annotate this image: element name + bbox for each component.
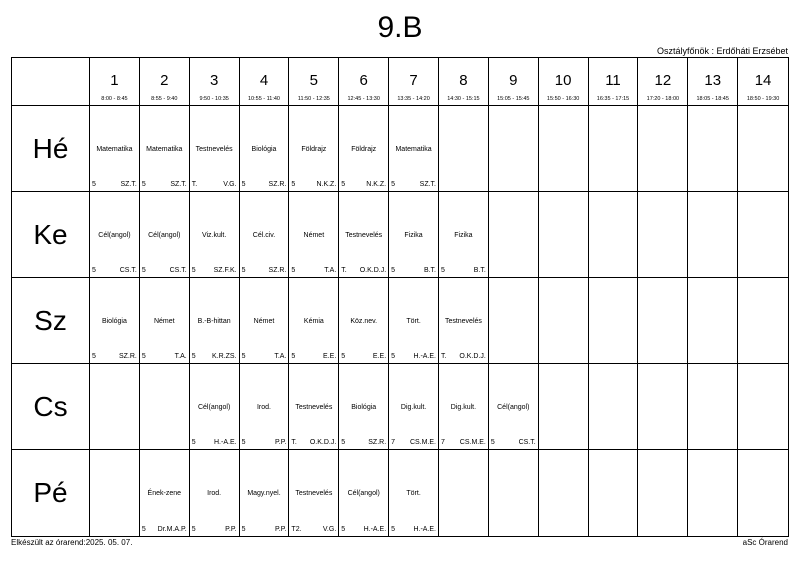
period-time: 18:05 - 18:45 bbox=[696, 96, 729, 102]
lesson-teacher: O.K.D.J. bbox=[359, 267, 387, 274]
period-time: 15:05 - 15:45 bbox=[497, 96, 530, 102]
period-header bbox=[389, 58, 439, 106]
lesson-teacher: P.P. bbox=[225, 526, 237, 533]
empty-cell bbox=[589, 106, 639, 192]
period-number: 5 bbox=[309, 72, 319, 89]
empty-cell bbox=[638, 450, 688, 536]
lesson-room: T. bbox=[291, 439, 297, 446]
lesson-room: 5 bbox=[92, 181, 96, 188]
lesson-room: 5 bbox=[341, 181, 346, 188]
lesson-cell bbox=[289, 106, 339, 192]
empty-cell bbox=[539, 450, 589, 536]
empty-cell bbox=[140, 364, 190, 450]
period-header bbox=[190, 58, 240, 106]
lesson-cell bbox=[289, 192, 339, 278]
lesson-subject: Biológia bbox=[251, 146, 277, 153]
empty-cell bbox=[738, 192, 788, 278]
lesson-teacher: SZ.R. bbox=[268, 181, 287, 188]
lesson-cell bbox=[240, 450, 290, 536]
lesson-subject: Dig.kult. bbox=[400, 404, 427, 411]
period-number: 6 bbox=[359, 72, 368, 89]
lesson-room: 5 bbox=[341, 526, 346, 533]
lesson-subject: Testnevelés bbox=[444, 318, 482, 325]
lesson-teacher: T.A. bbox=[174, 353, 187, 360]
empty-cell bbox=[638, 106, 688, 192]
lesson-teacher: SZ.R. bbox=[368, 439, 387, 446]
lesson-subject: Köz.nev. bbox=[350, 318, 378, 325]
empty-cell bbox=[589, 278, 639, 364]
period-number: 12 bbox=[654, 72, 672, 89]
lesson-room: 5 bbox=[391, 181, 396, 188]
lesson-subject: Német bbox=[303, 232, 325, 239]
empty-cell bbox=[539, 278, 589, 364]
empty-cell bbox=[539, 364, 589, 450]
lesson-room: 5 bbox=[490, 439, 495, 446]
lesson-subject: Cél(angol) bbox=[347, 490, 380, 497]
period-number: 14 bbox=[754, 72, 772, 89]
lesson-teacher: SZ.T. bbox=[120, 181, 137, 188]
lesson-teacher: P.P. bbox=[274, 439, 287, 446]
lesson-room: 5 bbox=[191, 267, 196, 274]
empty-cell bbox=[688, 106, 738, 192]
lesson-cell bbox=[140, 106, 190, 192]
lesson-subject: Kémia bbox=[303, 318, 324, 325]
lesson-room: 5 bbox=[141, 526, 146, 533]
lesson-teacher: E.E. bbox=[323, 353, 337, 360]
period-time: 14:30 - 15:15 bbox=[447, 96, 480, 102]
lesson-cell bbox=[289, 450, 339, 536]
lesson-room: 5 bbox=[291, 267, 296, 274]
lesson-room: 5 bbox=[191, 353, 196, 360]
lesson-subject: Fizika bbox=[404, 232, 423, 239]
lesson-cell bbox=[190, 106, 240, 192]
day-header bbox=[12, 364, 90, 450]
period-header bbox=[90, 58, 140, 106]
lesson-room: 5 bbox=[141, 181, 146, 188]
lesson-cell bbox=[240, 364, 290, 450]
lesson-cell bbox=[439, 192, 489, 278]
lesson-subject: Cél(angol) bbox=[497, 404, 530, 411]
lesson-subject: Tört. bbox=[406, 318, 421, 325]
lesson-subject: Irod. bbox=[207, 490, 222, 497]
empty-cell bbox=[589, 364, 639, 450]
period-header bbox=[489, 58, 539, 106]
software-credit: aSc Órarend bbox=[742, 538, 788, 547]
lesson-cell bbox=[190, 364, 240, 450]
day-header bbox=[12, 106, 90, 192]
lesson-cell bbox=[240, 192, 290, 278]
lesson-room: 5 bbox=[92, 353, 96, 360]
lesson-teacher: H.-A.E. bbox=[413, 526, 436, 533]
lesson-subject: Matematika bbox=[395, 146, 432, 153]
lesson-subject: Földrajz bbox=[301, 146, 327, 153]
period-header bbox=[339, 58, 389, 106]
timetable-grid bbox=[11, 57, 789, 537]
day-header bbox=[12, 278, 90, 364]
lesson-cell bbox=[389, 450, 439, 536]
empty-cell bbox=[688, 278, 738, 364]
empty-cell bbox=[489, 450, 539, 536]
lesson-room: 5 bbox=[191, 526, 196, 533]
period-number: 11 bbox=[605, 72, 621, 89]
period-header bbox=[289, 58, 339, 106]
lesson-room: 5 bbox=[241, 181, 246, 188]
lesson-teacher: V.G. bbox=[322, 526, 337, 533]
header-corner bbox=[12, 58, 90, 106]
lesson-room: 5 bbox=[391, 267, 396, 274]
lesson-cell bbox=[389, 364, 439, 450]
empty-cell bbox=[539, 192, 589, 278]
period-time: 9:50 - 10:35 bbox=[199, 96, 229, 102]
lesson-subject: Német bbox=[253, 318, 275, 325]
lesson-subject: Testnevelés bbox=[345, 232, 383, 239]
period-time: 8:55 - 9:40 bbox=[151, 96, 178, 102]
lesson-cell bbox=[389, 278, 439, 364]
lesson-room: 5 bbox=[141, 353, 146, 360]
homeroom-teacher: Osztályfőnök : Erdőháti Erzsébet bbox=[656, 46, 788, 56]
lesson-teacher: N.K.Z. bbox=[316, 181, 337, 188]
lesson-teacher: CS.T. bbox=[518, 439, 536, 446]
lesson-subject: B.-B-hittan bbox=[197, 318, 231, 325]
lesson-subject: Viz.kult. bbox=[201, 232, 227, 239]
lesson-teacher: Dr.M.A.P. bbox=[157, 526, 187, 533]
empty-cell bbox=[489, 278, 539, 364]
lesson-room: 5 bbox=[341, 439, 346, 446]
lesson-teacher: SZ.R. bbox=[268, 267, 287, 274]
period-time: 16:35 - 17:15 bbox=[596, 96, 630, 102]
period-number: 7 bbox=[409, 72, 418, 89]
day-label: Hé bbox=[32, 132, 69, 164]
lesson-subject: Ének-zene bbox=[147, 490, 181, 497]
lesson-room: T. bbox=[441, 353, 447, 360]
day-label: Ke bbox=[33, 218, 68, 250]
period-time: 12:45 - 13:30 bbox=[347, 96, 380, 102]
lesson-cell bbox=[489, 364, 539, 450]
lesson-room: 7 bbox=[441, 439, 445, 446]
lesson-room: 5 bbox=[391, 353, 396, 360]
lesson-room: 7 bbox=[391, 439, 396, 446]
period-header bbox=[688, 58, 738, 106]
empty-cell bbox=[90, 450, 140, 536]
lesson-room: T2. bbox=[291, 526, 302, 533]
period-header bbox=[439, 58, 489, 106]
lesson-subject: Biológia bbox=[351, 404, 377, 411]
lesson-teacher: O.K.D.J. bbox=[309, 439, 337, 446]
lesson-subject: Német bbox=[153, 318, 175, 325]
lesson-teacher: SZ.F.K. bbox=[213, 267, 237, 274]
lesson-room: T. bbox=[341, 267, 347, 274]
lesson-teacher: V.G. bbox=[223, 181, 237, 188]
lesson-teacher: O.K.D.J. bbox=[459, 353, 486, 360]
lesson-room: 5 bbox=[241, 526, 246, 533]
period-number: 13 bbox=[704, 72, 722, 89]
period-number: 8 bbox=[459, 72, 468, 89]
lesson-cell bbox=[289, 278, 339, 364]
period-header bbox=[638, 58, 688, 106]
period-header bbox=[240, 58, 290, 106]
lesson-teacher: B.T. bbox=[473, 267, 486, 274]
period-header bbox=[738, 58, 788, 106]
lesson-subject: Cél.civ. bbox=[252, 232, 276, 239]
lesson-cell bbox=[190, 278, 240, 364]
period-time: 17:20 - 18:00 bbox=[646, 96, 680, 102]
lesson-teacher: H.-A.E. bbox=[214, 439, 237, 446]
period-number: 10 bbox=[554, 72, 572, 89]
lesson-teacher: CS.T. bbox=[169, 267, 187, 274]
lesson-teacher: SZ.T. bbox=[419, 181, 436, 188]
lesson-cell bbox=[90, 106, 140, 192]
lesson-room: 5 bbox=[341, 353, 346, 360]
empty-cell bbox=[738, 106, 788, 192]
lesson-cell bbox=[389, 106, 439, 192]
lesson-subject: Cél(angol) bbox=[98, 232, 131, 239]
lesson-teacher: SZ.R. bbox=[118, 353, 137, 360]
empty-cell bbox=[738, 450, 788, 536]
lesson-cell bbox=[339, 192, 389, 278]
lesson-teacher: CS.M.E. bbox=[459, 439, 486, 446]
lesson-teacher: CS.M.E. bbox=[409, 439, 436, 446]
empty-cell bbox=[439, 106, 489, 192]
period-number: 9 bbox=[509, 72, 518, 89]
period-time: 13:35 - 14:20 bbox=[397, 96, 430, 102]
empty-cell bbox=[638, 192, 688, 278]
lesson-teacher: K.R.ZS. bbox=[212, 353, 237, 360]
period-number: 1 bbox=[110, 72, 119, 89]
lesson-cell bbox=[140, 278, 190, 364]
lesson-cell bbox=[339, 106, 389, 192]
empty-cell bbox=[90, 364, 140, 450]
lesson-cell bbox=[339, 278, 389, 364]
empty-cell bbox=[738, 364, 788, 450]
day-header bbox=[12, 192, 90, 278]
page-title: 9.B bbox=[377, 11, 423, 44]
empty-cell bbox=[688, 450, 738, 536]
period-time: 11:50 - 12:35 bbox=[297, 96, 330, 102]
empty-cell bbox=[738, 278, 788, 364]
lesson-cell bbox=[90, 278, 140, 364]
lesson-teacher: N.K.Z. bbox=[366, 181, 387, 188]
lesson-subject: Tört. bbox=[406, 490, 421, 497]
lesson-subject: Fizika bbox=[454, 232, 473, 239]
lesson-cell bbox=[140, 192, 190, 278]
lesson-subject: Testnevelés bbox=[195, 146, 233, 153]
day-header bbox=[12, 450, 90, 536]
lesson-room: 5 bbox=[141, 267, 146, 274]
empty-cell bbox=[589, 450, 639, 536]
lesson-room: 5 bbox=[241, 267, 246, 274]
lesson-room: 5 bbox=[441, 267, 445, 274]
empty-cell bbox=[589, 192, 639, 278]
period-number: 3 bbox=[209, 72, 219, 89]
lesson-subject: Magy.nyel. bbox=[247, 490, 281, 497]
empty-cell bbox=[489, 192, 539, 278]
lesson-room: 5 bbox=[291, 181, 296, 188]
lesson-cell bbox=[439, 278, 489, 364]
lesson-subject: Cél(angol) bbox=[148, 232, 181, 239]
lesson-cell bbox=[240, 278, 290, 364]
lesson-cell bbox=[140, 450, 190, 536]
lesson-room: 5 bbox=[92, 267, 96, 274]
lesson-teacher: P.P. bbox=[274, 526, 287, 533]
lesson-cell bbox=[190, 192, 240, 278]
lesson-cell bbox=[339, 364, 389, 450]
period-header bbox=[539, 58, 589, 106]
period-number: 4 bbox=[259, 72, 269, 89]
empty-cell bbox=[439, 450, 489, 536]
lesson-teacher: CS.T. bbox=[119, 267, 137, 274]
lesson-subject: Földrajz bbox=[351, 146, 377, 153]
lesson-subject: Biológia bbox=[101, 318, 127, 325]
lesson-subject: Irod. bbox=[256, 404, 271, 411]
lesson-subject: Matematika bbox=[146, 146, 183, 153]
empty-cell bbox=[539, 106, 589, 192]
day-label: Cs bbox=[33, 390, 68, 422]
lesson-teacher: T.A. bbox=[274, 353, 287, 360]
lesson-room: 5 bbox=[241, 353, 246, 360]
lesson-cell bbox=[339, 450, 389, 536]
lesson-teacher: H.-A.E. bbox=[413, 353, 436, 360]
lesson-room: 5 bbox=[391, 526, 396, 533]
period-time: 10:55 - 11:40 bbox=[247, 96, 280, 102]
lesson-cell bbox=[439, 364, 489, 450]
lesson-teacher: H.-A.E. bbox=[363, 526, 387, 533]
lesson-room: 5 bbox=[241, 439, 246, 446]
period-time: 8:00 - 8:45 bbox=[101, 96, 128, 102]
lesson-teacher: T.A. bbox=[324, 267, 337, 274]
day-label: Sz bbox=[34, 304, 67, 336]
lesson-subject: Testnevelés bbox=[295, 404, 333, 411]
period-time: 18:50 - 19:30 bbox=[746, 96, 780, 102]
lesson-subject: Testnevelés bbox=[295, 490, 333, 497]
period-time: 15:50 - 16:30 bbox=[546, 96, 580, 102]
empty-cell bbox=[688, 192, 738, 278]
lesson-teacher: E.E. bbox=[372, 353, 387, 360]
empty-cell bbox=[489, 106, 539, 192]
lesson-cell bbox=[240, 106, 290, 192]
lesson-cell bbox=[90, 192, 140, 278]
lesson-cell bbox=[190, 450, 240, 536]
day-label: Pé bbox=[33, 477, 68, 508]
period-header bbox=[589, 58, 639, 106]
created-date: Elkészült az órarend:2025. 05. 07. bbox=[11, 538, 133, 547]
lesson-teacher: SZ.T. bbox=[170, 181, 187, 188]
lesson-subject: Dig.kult. bbox=[450, 404, 477, 411]
empty-cell bbox=[688, 364, 738, 450]
lesson-cell bbox=[289, 364, 339, 450]
lesson-room: 5 bbox=[291, 353, 296, 360]
lesson-subject: Matematika bbox=[96, 146, 133, 153]
period-header bbox=[140, 58, 190, 106]
lesson-teacher: B.T. bbox=[423, 267, 436, 274]
lesson-room: 5 bbox=[191, 439, 196, 446]
lesson-cell bbox=[389, 192, 439, 278]
lesson-room: T. bbox=[191, 181, 198, 188]
period-number: 2 bbox=[160, 72, 169, 89]
empty-cell bbox=[638, 364, 688, 450]
empty-cell bbox=[638, 278, 688, 364]
lesson-subject: Cél(angol) bbox=[197, 404, 231, 411]
